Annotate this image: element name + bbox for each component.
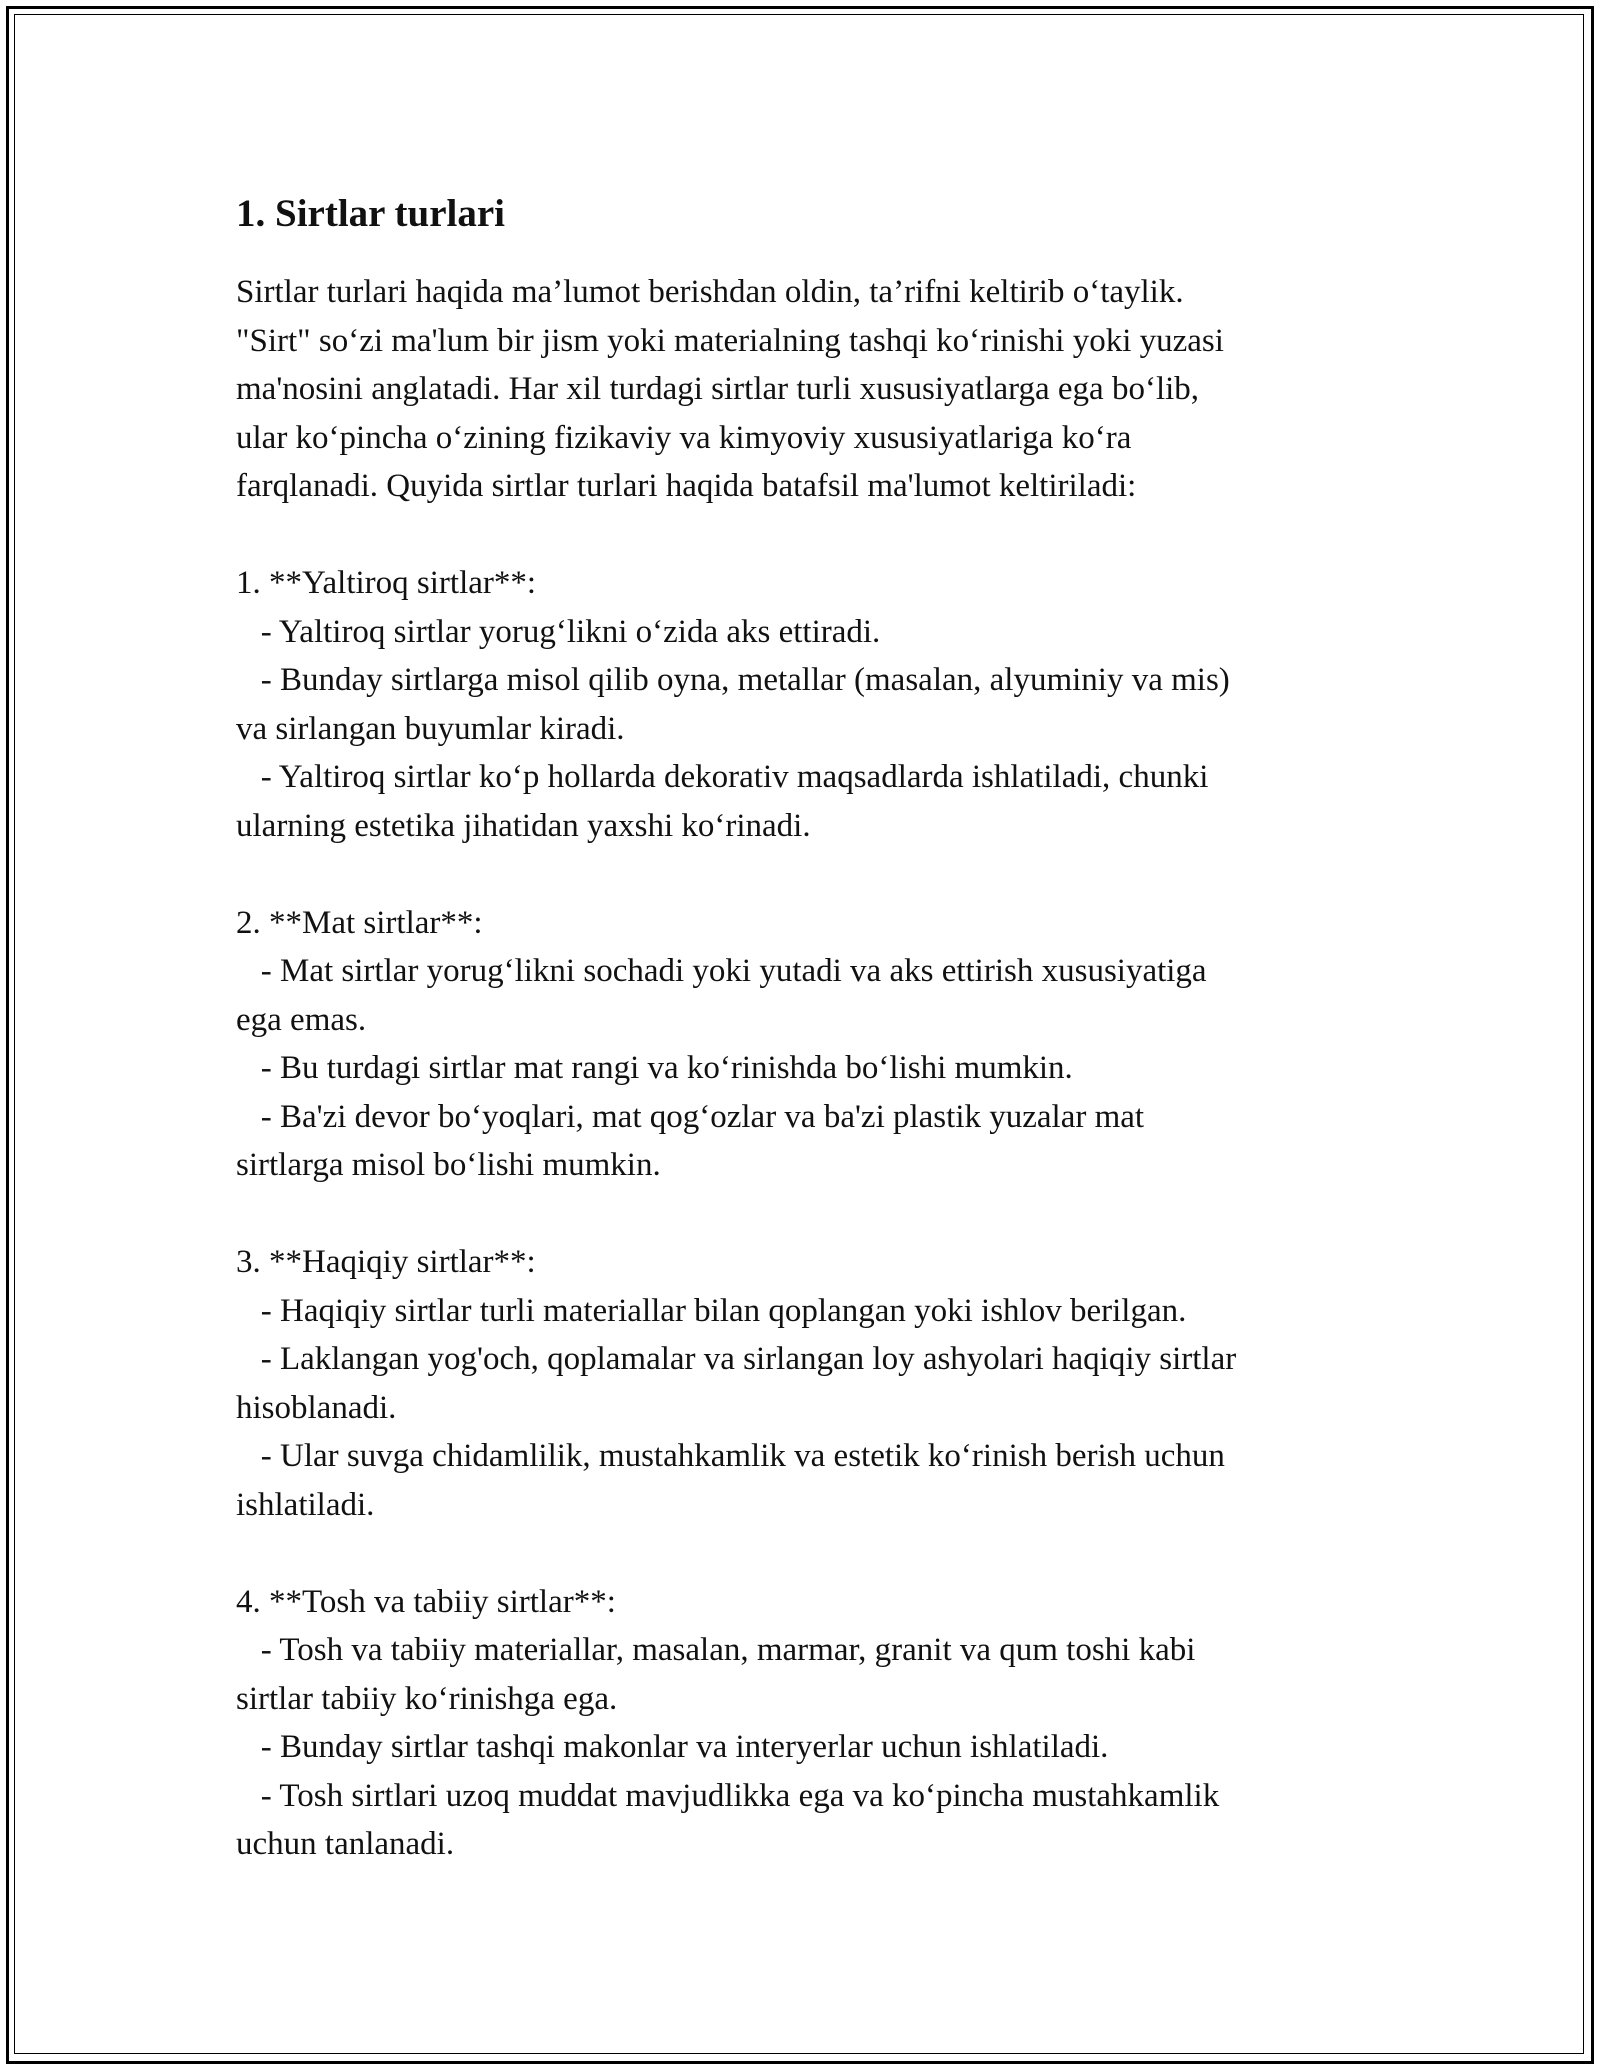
section-line: - Bunday sirtlar tashqi makonlar va interyerlar uchun ishlatiladi.: [236, 1729, 1109, 1765]
intro-line: ma'nosini anglatadi. Har xil turdagi sirtlar turli xususiyatlarga ega bo‘lib,: [236, 371, 1200, 407]
section-yaltiroq: [236, 559, 1366, 850]
section-heading: 4. **Tosh va tabiiy sirtlar**:: [236, 1583, 616, 1620]
section-line: - Mat sirtlar yorug‘likni sochadi yoki yutadi va aks ettirish xususiyatiga: [236, 953, 1207, 989]
section-line: hisoblanadi.: [236, 1389, 397, 1426]
section-heading: 2. **Mat sirtlar**:: [236, 904, 483, 941]
section-line: - Ba'zi devor bo‘yoqlari, mat qog‘ozlar va ba'zi plastik yuzalar mat: [236, 1098, 1145, 1135]
intro-line: ular ko‘pincha o‘zining fizikaviy va kimyoviy xususiyatlariga ko‘ra: [236, 419, 1132, 456]
section-heading: 1. **Yaltiroq sirtlar**:: [236, 565, 537, 601]
section-haqiqiy: [236, 1238, 1366, 1529]
section-line: - Laklangan yog'och, qoplamalar va sirlangan loy ashyolari haqiqiy sirtlar: [236, 1341, 1237, 1377]
section-line: uchun tanlanadi.: [236, 1826, 455, 1862]
spacer: [236, 1529, 1366, 1578]
section-line: - Yaltiroq sirtlar ko‘p hollarda dekorativ maqsadlarda ishlatiladi, chunki: [236, 759, 1209, 795]
section-line: va sirlangan buyumlar kiradi.: [236, 710, 625, 747]
spacer: [236, 511, 1366, 560]
section-line: - Tosh sirtlari uzoq muddat mavjudlikka ega va ko‘pincha mustahkamlik: [236, 1777, 1220, 1814]
intro-line: farqlanadi. Quyida sirtlar turlari haqida batafsil ma'lumot keltiriladi:: [236, 468, 1137, 504]
section-line: sirtlarga misol bo‘lishi mumkin.: [236, 1147, 661, 1183]
intro-paragraph: [236, 268, 1366, 511]
section-line: ishlatiladi.: [236, 1486, 375, 1523]
spacer: [236, 1190, 1366, 1239]
section-line: ega emas.: [236, 1001, 367, 1038]
section-line: - Tosh va tabiiy materiallar, masalan, marmar, granit va qum toshi kabi: [236, 1632, 1196, 1668]
section-line: - Bu turdagi sirtlar mat rangi va ko‘rinishda bo‘lishi mumkin.: [236, 1050, 1073, 1086]
page-title: 1. Sirtlar turlari: [236, 192, 505, 235]
document-body: [236, 188, 1366, 1869]
section-heading: 3. **Haqiqiy sirtlar**:: [236, 1244, 536, 1280]
intro-line: Sirtlar turlari haqida ma’lumot berishdan oldin, ta’rifni keltirib o‘taylik.: [236, 274, 1184, 310]
section-mat: [236, 899, 1366, 1190]
section-line: ularning estetika jihatidan yaxshi ko‘rinadi.: [236, 807, 811, 844]
section-line: - Ular suvga chidamlilik, mustahkamlik va estetik ko‘rinish berish uchun: [236, 1438, 1225, 1474]
section-line: sirtlar tabiiy ko‘rinishga ega.: [236, 1680, 618, 1717]
intro-line: "Sirt" so‘zi ma'lum bir jism yoki materialning tashqi ko‘rinishi yoki yuzasi: [236, 322, 1224, 359]
section-line: - Yaltiroq sirtlar yorug‘likni o‘zida aks ettiradi.: [236, 613, 881, 650]
section-line: - Haqiqiy sirtlar turli materiallar bilan qoplangan yoki ishlov berilgan.: [236, 1292, 1187, 1329]
section-tosh: [236, 1578, 1366, 1869]
spacer: [236, 850, 1366, 899]
section-line: - Bunday sirtlarga misol qilib oyna, metallar (masalan, alyuminiy va mis): [236, 662, 1230, 698]
